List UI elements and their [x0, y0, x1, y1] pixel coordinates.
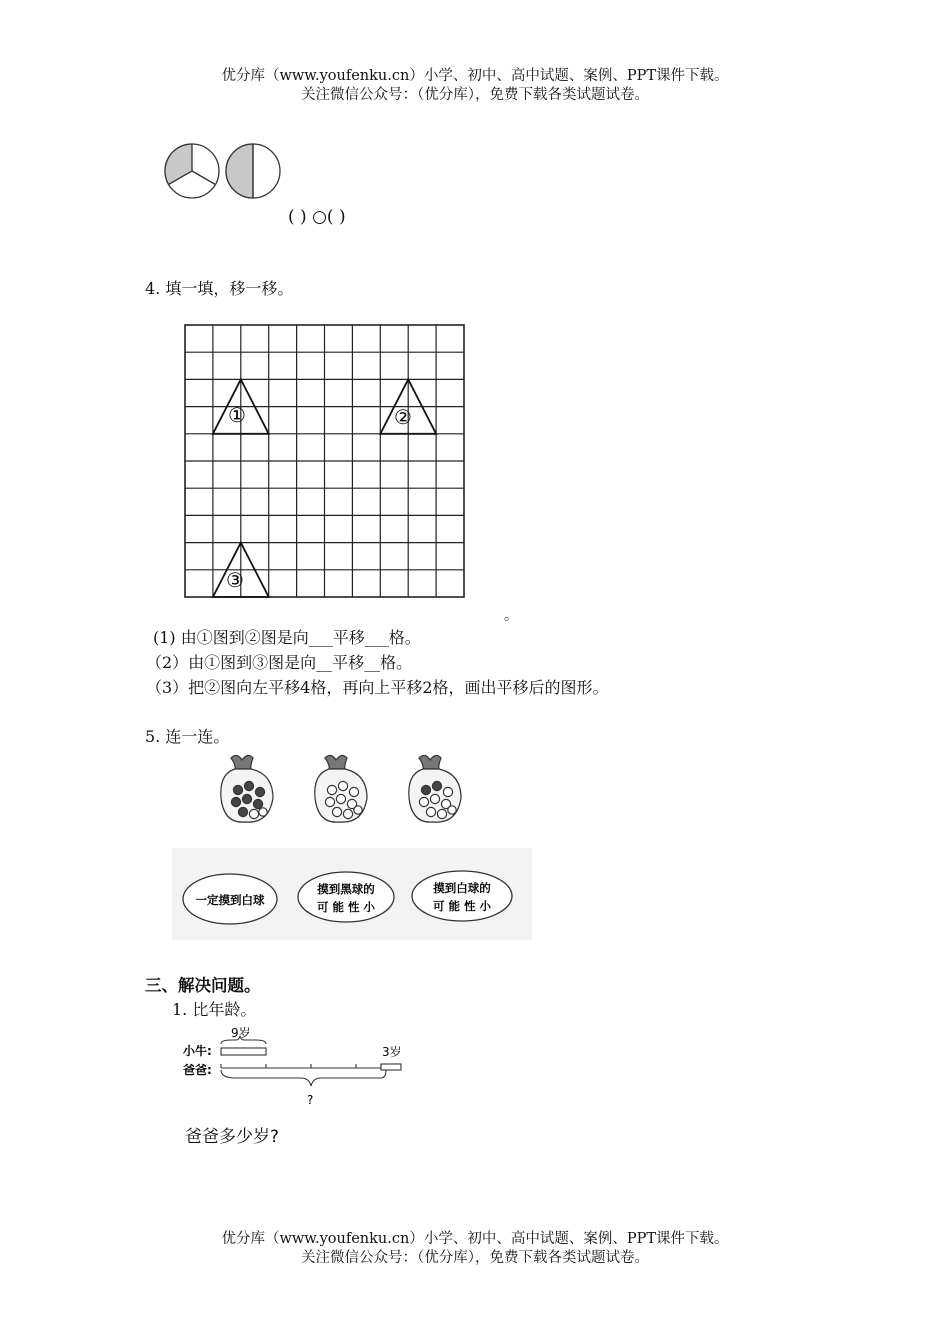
- oval-3-line-1: 摸到白球的: [433, 881, 491, 895]
- oval-2-line-1: 摸到黑球的: [317, 882, 375, 896]
- fraction-circles: [160, 140, 290, 206]
- triangle-1-label: ①: [228, 403, 246, 427]
- calf-age-label: 9岁: [231, 1026, 251, 1040]
- circle-halves: [226, 144, 280, 198]
- oval-3[interactable]: [412, 871, 512, 921]
- q4-title: 4. 填一填，移一移。: [145, 279, 294, 298]
- oval-3-line-2: 可 能 性 小: [432, 899, 492, 913]
- q4-item-1: (1) 由①图到②图是向___平移___格。: [153, 628, 421, 647]
- age-diagram: [176, 1022, 416, 1112]
- header-line-2: 关注微信公众号：（优分库），免费下载各类试题试卷。: [301, 87, 649, 103]
- bag-2: [315, 755, 367, 822]
- circle-thirds: [165, 144, 219, 198]
- translation-grid: [184, 324, 466, 598]
- calf-label: 小牛:: [183, 1044, 212, 1058]
- likelihood-ovals: [172, 848, 532, 940]
- section-3-title: 三、解决问题。: [145, 976, 261, 995]
- section-3-q1-title: 1. 比年龄。: [172, 1000, 257, 1019]
- oval-2[interactable]: [298, 872, 394, 922]
- compare-blanks[interactable]: ( ) ○( ): [288, 207, 346, 227]
- q4-item-3: （3）把②图向左平移4格，再向上平移2格，画出平移后的图形。: [146, 678, 609, 697]
- triangle-3-label: ③: [226, 568, 244, 592]
- bag-1: [221, 755, 273, 822]
- stray-dot: 。: [504, 608, 518, 624]
- triangle-2-label: ②: [394, 405, 412, 429]
- unknown-label: ?: [307, 1093, 314, 1107]
- ball-bags: [215, 752, 475, 830]
- q5-title: 5. 连一连。: [145, 727, 230, 746]
- bag-3: [409, 755, 461, 822]
- section-3-question: 爸爸多少岁?: [185, 1127, 280, 1147]
- footer-line-1: 优分库（www.youfenku.cn）小学、初中、高中试题、案例、PPT课件下载。: [221, 1231, 729, 1247]
- header-line-1: 优分库（www.youfenku.cn）小学、初中、高中试题、案例、PPT课件下载。: [221, 68, 729, 84]
- extra-age-label: 3岁: [382, 1045, 402, 1059]
- dad-label: 爸爸:: [183, 1063, 212, 1077]
- oval-2-line-2: 可 能 性 小: [316, 900, 376, 914]
- oval-1-text: 一定摸到白球: [195, 893, 265, 907]
- oval-1[interactable]: [183, 874, 277, 924]
- footer-line-2: 关注微信公众号：（优分库），免费下载各类试题试卷。: [301, 1250, 649, 1266]
- q4-item-2: （2）由①图到③图是向__平移__格。: [146, 653, 413, 672]
